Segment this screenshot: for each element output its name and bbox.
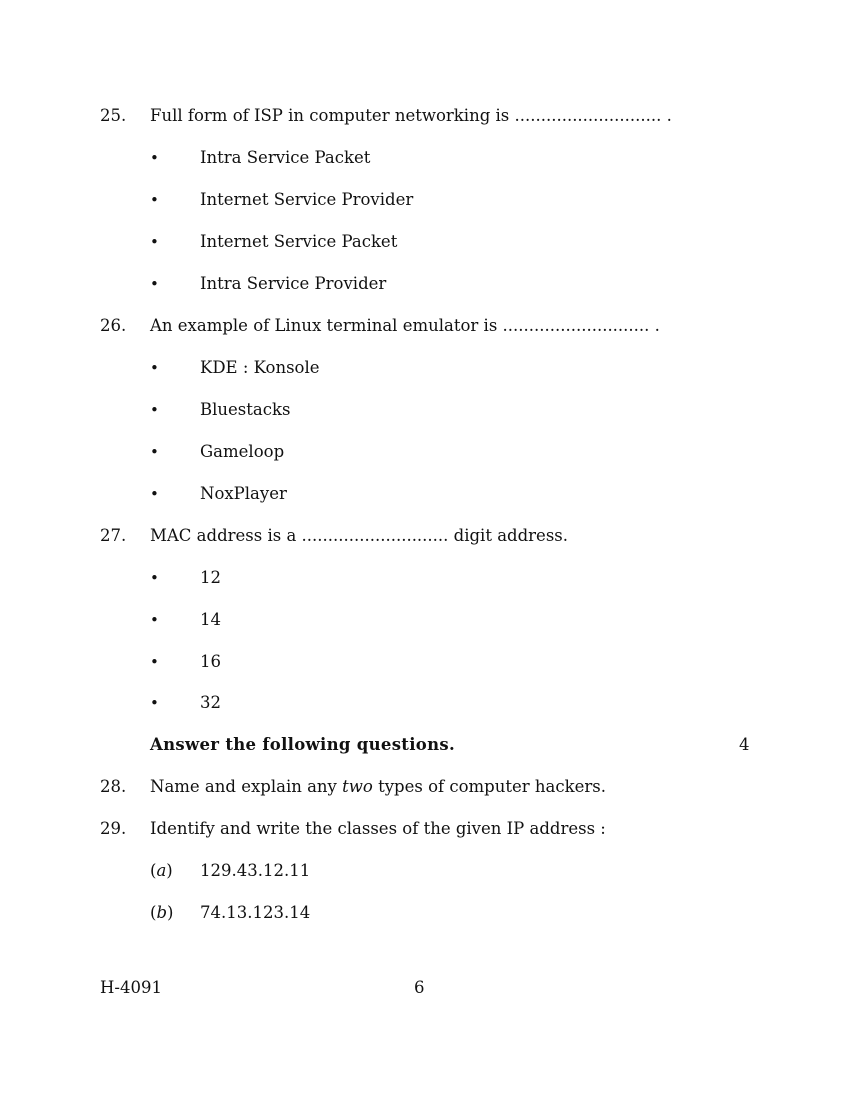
q29-part-b-value: 74.13.123.14 <box>200 903 311 922</box>
q25-option-2: Internet Service Provider <box>200 190 414 209</box>
q25-option-3: Internet Service Packet <box>200 232 398 251</box>
question-29-text: Identify and write the classes of the given IP address : <box>150 819 606 838</box>
bullet-icon: • <box>150 359 159 377</box>
bullet-icon: • <box>150 275 159 293</box>
question-25-number: 25. <box>100 106 127 125</box>
question-29-number: 29. <box>100 819 127 838</box>
question-26-number: 26. <box>100 316 127 335</box>
question-28-text <box>150 777 606 797</box>
bullet-icon: • <box>150 443 159 461</box>
footer-paper-code: H-4091 <box>100 978 162 997</box>
bullet-icon: • <box>150 401 159 419</box>
q27-option-2: 14 <box>200 610 221 629</box>
q29-part-a-value: 129.43.12.11 <box>200 861 311 880</box>
q28-text-emphasis: two <box>342 777 373 796</box>
question-27-number: 27. <box>100 526 127 545</box>
bullet-icon: • <box>150 653 159 671</box>
bullet-icon: • <box>150 569 159 587</box>
bullet-icon: • <box>150 485 159 503</box>
q26-option-2: Bluestacks <box>200 400 291 419</box>
bullet-icon: • <box>150 611 159 629</box>
q29-part-a-label: (a) <box>150 861 173 880</box>
bullet-icon: • <box>150 233 159 251</box>
q28-text-after: types of computer hackers. <box>372 777 606 796</box>
question-26-text: An example of Linux terminal emulator is ............................ . <box>150 316 660 335</box>
bullet-icon: • <box>150 149 159 167</box>
section-heading: Answer the following questions. <box>150 735 456 754</box>
q26-option-4: NoxPlayer <box>200 484 287 503</box>
question-27-text: MAC address is a ............................ digit address. <box>150 526 568 545</box>
q26-option-1: KDE : Konsole <box>200 358 320 377</box>
q25-option-1: Intra Service Packet <box>200 148 371 167</box>
section-marks: 4 <box>739 735 750 754</box>
q27-option-3: 16 <box>200 652 221 671</box>
bullet-icon: • <box>150 191 159 209</box>
footer-page-number: 6 <box>414 978 425 997</box>
q25-option-4: Intra Service Provider <box>200 274 387 293</box>
q27-option-4: 32 <box>200 693 221 712</box>
q29-part-b-label: (b) <box>150 903 174 922</box>
question-28-number: 28. <box>100 777 127 796</box>
q26-option-3: Gameloop <box>200 442 285 461</box>
q27-option-1: 12 <box>200 568 221 587</box>
bullet-icon: • <box>150 694 159 712</box>
question-25-text: Full form of ISP in computer networking is ............................ . <box>150 106 672 125</box>
q28-text-before: Name and explain any <box>150 777 343 796</box>
